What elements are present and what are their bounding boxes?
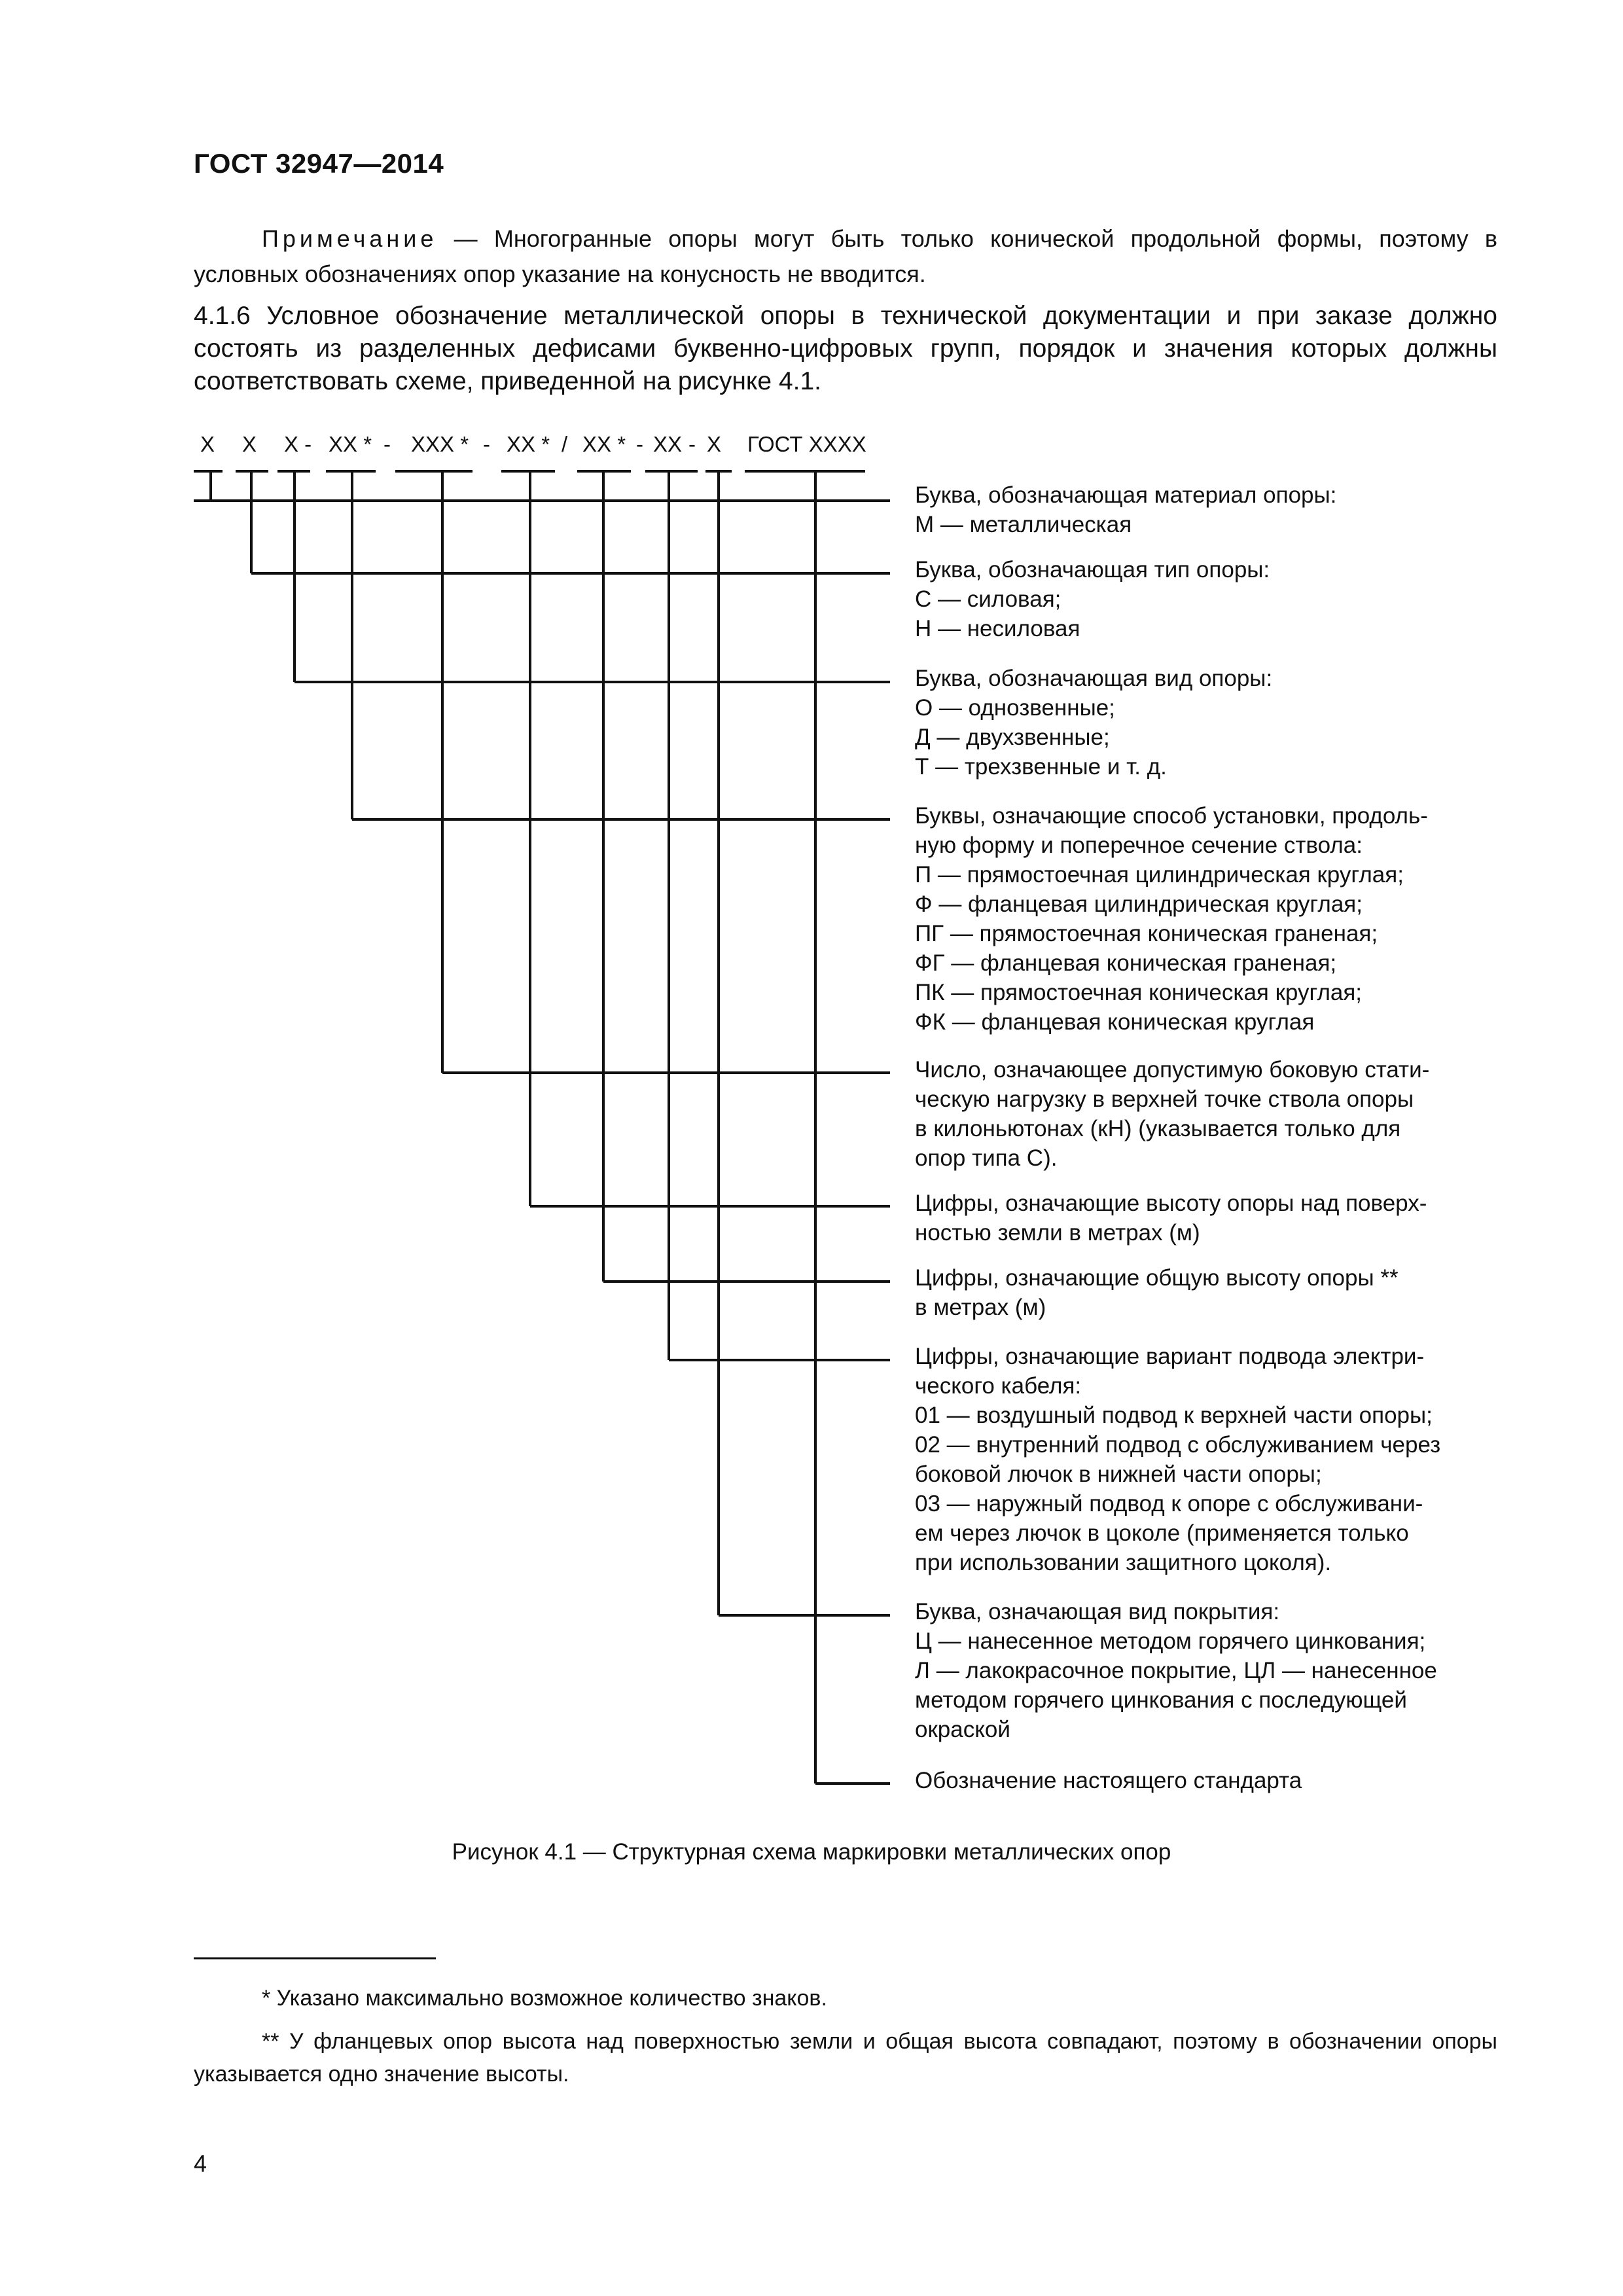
code-part: XX * bbox=[329, 432, 372, 456]
description-material: Буква, обозначающая материал опоры: М — металлическая bbox=[915, 482, 1337, 537]
description-cable: Цифры, означающие вариант подвода электри- ческого кабеля: 01 — воздушный подвод к верхней части опоры; 02 — внутренний подвод с обслуживанием через боковой лючок в нижней части опоры; 03 — наружный подвод к опоре с обслуживани- ем через лючок в цоколе (применяется только при использовании защитного цоколя). bbox=[915, 1344, 1441, 1575]
footnote-1 bbox=[194, 1982, 1497, 2015]
description-load: Число, означающее допустимую боковую стати- ческую нагрузку в верхней точке ствола опоры в килоньютонах (кН) (указывается только для опор типа С). bbox=[915, 1057, 1430, 1171]
figure-caption: Рисунок 4.1 — Структурная схема маркировки металлических опор bbox=[452, 1839, 1171, 1865]
code-part: ГОСТ XXXX bbox=[747, 432, 866, 456]
code-part: - bbox=[383, 432, 391, 456]
description-standard: Обозначение настоящего стандарта bbox=[915, 1768, 1302, 1793]
footnote-2 bbox=[194, 2025, 1497, 2090]
description-type: Буква, обозначающая тип опоры: С — силовая; Н — несиловая bbox=[915, 557, 1270, 641]
code-part: XXX * bbox=[411, 432, 469, 456]
description-total-height: Цифры, означающие общую высоту опоры ** в метрах (м) bbox=[915, 1265, 1399, 1320]
code-part: - bbox=[483, 432, 490, 456]
section-text: 4.1.6 Условное обозначение металлической опоры в технической документации и при заказе должно состоять из разделенных дефисами буквенно-цифровых групп, порядок и значения которых должны соответствовать схеме, приведенной на рисунке 4.1. bbox=[194, 302, 1497, 395]
description-coating: Буква, означающая вид покрытия: Ц — нанесенное методом горячего цинкования; Л — лакокрасочное покрытие, ЦЛ — нанесенное методом горячего цинкования с последующей окраской bbox=[915, 1599, 1437, 1742]
description-height-above-ground: Цифры, означающие высоту опоры над поверх- ностью земли в метрах (м) bbox=[915, 1191, 1427, 1246]
note-label: Примечание bbox=[262, 225, 438, 252]
code-part: X bbox=[242, 432, 257, 456]
footnote-1-text: * Указано максимально возможное количество знаков. bbox=[262, 1986, 827, 2011]
code-part: X - bbox=[284, 432, 312, 456]
code-part: XX * bbox=[507, 432, 550, 456]
document-header: ГОСТ 32947—2014 bbox=[194, 148, 444, 179]
description-installation: Буквы, означающие способ установки, продоль- ную форму и поперечное сечение ствола: П — прямостоечная цилиндрическая круглая; Ф — фланцевая цилиндрическая круглая; ПГ — прямостоечная коническая граненая; ФГ — фланцевая коническая граненая; ПК — прямостоечная коническая круглая; ФК — фланцевая коническая круглая bbox=[915, 803, 1428, 1035]
description-kind: Буква, обозначающая вид опоры: О — однозвенные; Д — двухзвенные; Т — трехзвенные и т. д. bbox=[915, 666, 1273, 780]
code-part: / bbox=[562, 432, 568, 456]
code-part: XX bbox=[653, 432, 683, 456]
code-part: - bbox=[688, 432, 696, 456]
code-part: X bbox=[200, 432, 215, 456]
code-part: XX * bbox=[582, 432, 626, 456]
note-text: — Многогранные опоры могут быть только конической продольной формы, поэтому в условных обозначениях опор указание на конусность не вводится. bbox=[194, 225, 1497, 287]
page-number: 4 bbox=[194, 2150, 207, 2177]
code-part: - bbox=[636, 432, 643, 456]
footnote-2-text: ** У фланцевых опор высота над поверхностью земли и общая высота совпадают, поэтому в обозначении опоры указывается одно значение высоты. bbox=[194, 2029, 1497, 2087]
code-part: X bbox=[707, 432, 722, 456]
